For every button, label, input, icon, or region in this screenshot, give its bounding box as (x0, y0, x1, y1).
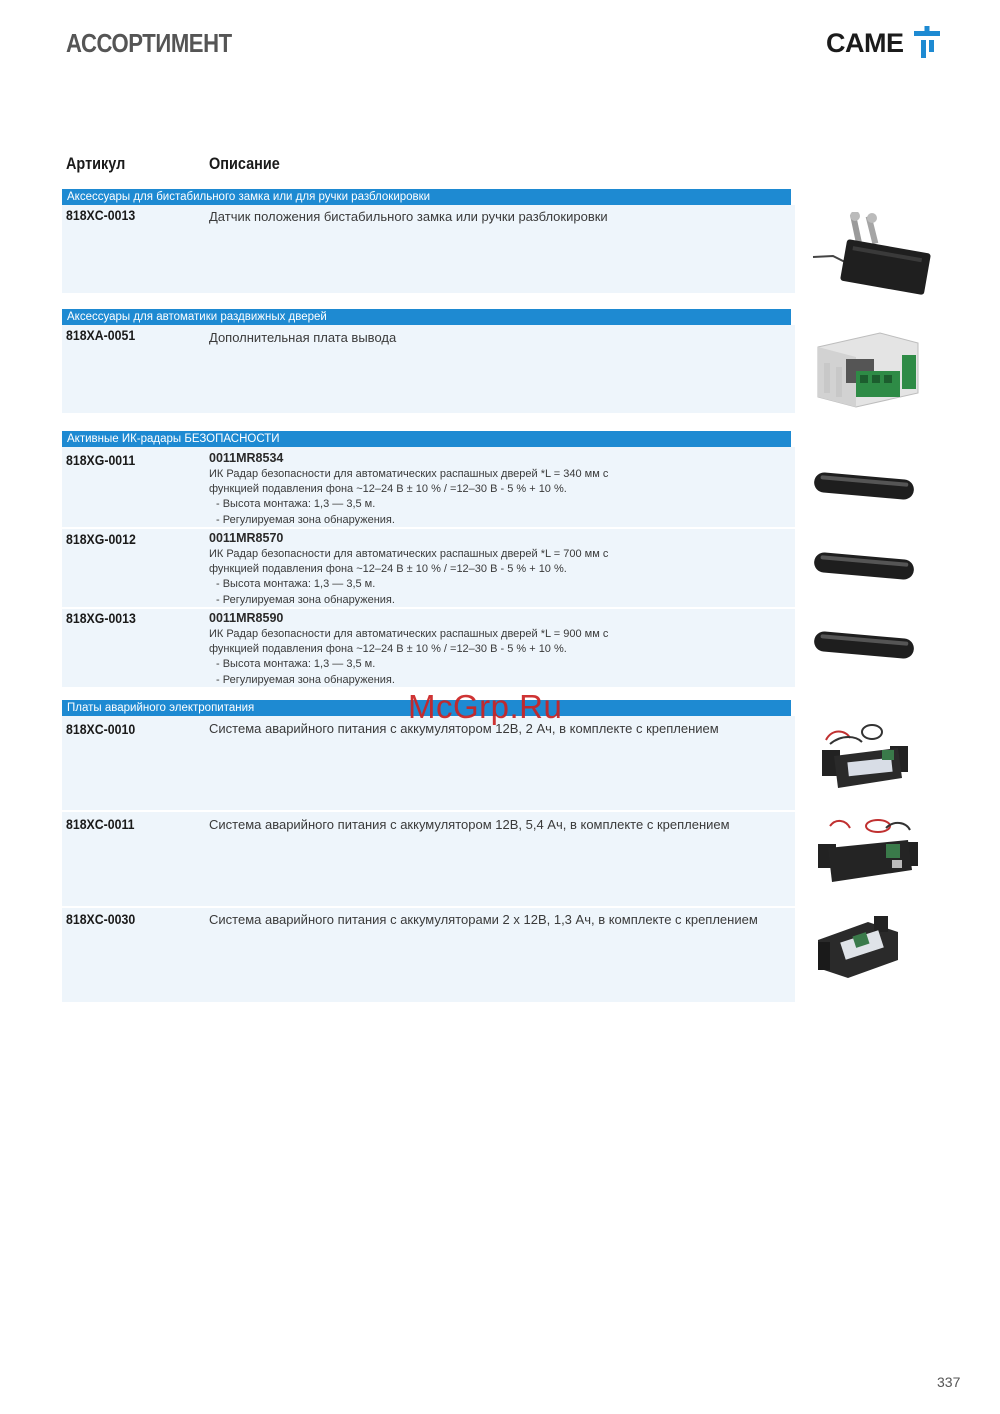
item-description-line: функцией подавления фона ~12–24 В ± 10 % / =12–30 В - 5 % + 10 %. (209, 643, 567, 656)
page-number: 337 (937, 1374, 961, 1390)
battery-kit-icon (812, 720, 922, 802)
item-model: 0011MR8534 (209, 451, 284, 465)
ir-radar-bar-icon (810, 468, 922, 508)
item-code: 818XA-0051 (66, 327, 136, 343)
item-code: 818XG-0012 (66, 531, 136, 547)
item-description-line: ИК Радар безопасности для автоматических распашных дверей *L = 700 мм с (209, 548, 609, 560)
item-description: Система аварийного питания с аккумулятором 12В, 2 Ач, в комплекте с креплением (209, 721, 719, 736)
item-description-line: ИК Радар безопасности для автоматических распашных дверей *L = 340 мм с (209, 468, 609, 480)
item-spec-detection-zone: - Регулируемая зона обнаружения. (216, 673, 395, 686)
item-description (209, 547, 789, 608)
watermark-text: McGrp.Ru (408, 688, 563, 725)
item-description-line: функцией подавления фона ~12–24 В ± 10 % / =12–30 В - 5 % + 10 %. (209, 483, 567, 496)
battery-kit-icon (812, 814, 922, 894)
section-header-lock-accessories: Аксессуары для бистабильного замка или для ручки разблокировки (62, 189, 791, 205)
section-header-emergency-power: Платы аварийного электропитания (62, 700, 791, 716)
item-description-line: функцией подавления фона ~12–24 В ± 10 % / =12–30 В - 5 % + 10 %. (209, 563, 567, 576)
section-header-ir-radars: Активные ИК-радары БЕЗОПАСНОСТИ (62, 431, 791, 447)
item-code: 818XC-0011 (66, 816, 135, 832)
item-code: 818XG-0011 (66, 452, 136, 468)
page-title: АССОРТИМЕНТ (66, 28, 232, 58)
item-description: Дополнительная плата вывода (209, 330, 397, 345)
item-description (209, 467, 789, 528)
microswitch-icon (805, 212, 940, 297)
ir-radar-bar-icon (810, 548, 922, 588)
item-spec-mount-height: - Высота монтажа: 1,3 — 3,5 м. (216, 498, 376, 511)
item-code: 818XC-0013 (66, 207, 136, 223)
item-model: 0011MR8590 (209, 611, 284, 625)
item-spec-mount-height: - Высота монтажа: 1,3 — 3,5 м. (216, 578, 376, 591)
item-description: Система аварийного питания с аккумуляторами 2 х 12В, 1,3 Ач, в комплекте с креплением (209, 912, 758, 927)
brand-name: CAME (826, 28, 904, 58)
item-code: 818XG-0013 (66, 610, 136, 626)
brand-mark-icon (914, 26, 940, 58)
item-spec-mount-height: - Высота монтажа: 1,3 — 3,5 м. (216, 658, 376, 671)
item-description (209, 627, 789, 688)
item-spec-detection-zone: - Регулируемая зона обнаружения. (216, 513, 395, 526)
ir-radar-bar-icon (810, 627, 922, 667)
item-description-line: ИК Радар безопасности для автоматических распашных дверей *L = 900 мм с (209, 628, 609, 640)
dual-battery-kit-icon (814, 912, 900, 984)
section-header-sliding-door-accessories: Аксессуары для автоматики раздвижных дверей (62, 309, 791, 325)
table-row (62, 325, 795, 413)
item-description: Датчик положения бистабильного замка или ручки разблокировки (209, 209, 608, 224)
output-board-icon (810, 327, 925, 412)
column-header-code: Артикул (66, 154, 126, 173)
item-description: Система аварийного питания с аккумулятором 12В, 5,4 Ач, в комплекте с креплением (209, 817, 730, 832)
item-code: 818XC-0030 (66, 911, 136, 927)
column-header-description: Описание (209, 154, 280, 173)
item-model: 0011MR8570 (209, 531, 284, 545)
item-code: 818XC-0010 (66, 721, 136, 737)
item-spec-detection-zone: - Регулируемая зона обнаружения. (216, 593, 395, 606)
